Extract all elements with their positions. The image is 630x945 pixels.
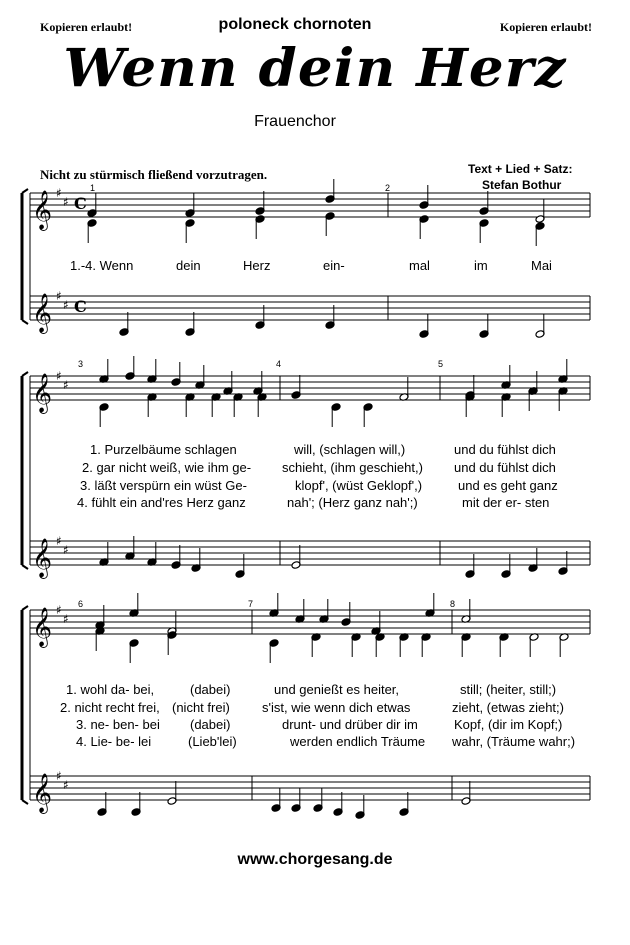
song-title: Wenn dein Herz bbox=[63, 38, 567, 99]
treble-clef: 𝄞 bbox=[32, 373, 53, 413]
song-subtitle: Frauenchor bbox=[254, 113, 336, 130]
measure-number: 3 bbox=[78, 359, 84, 369]
bracket-hook bbox=[22, 565, 28, 569]
lyric-verse4-part2: (Lieb'lei) bbox=[188, 734, 237, 749]
measure-number: 5 bbox=[438, 359, 444, 369]
lyric-syllable: im bbox=[474, 258, 488, 273]
sharp-sign: ♯ bbox=[56, 534, 62, 548]
lyric-verse2-part4: zieht, (etwas zieht;) bbox=[452, 700, 564, 715]
lyric-syllable: ein- bbox=[323, 258, 345, 273]
sharp-sign: ♯ bbox=[63, 298, 69, 312]
bracket-hook bbox=[22, 320, 28, 324]
lyric-syllable: mal bbox=[409, 258, 430, 273]
lyric-verse2-part3: und du fühlst dich bbox=[454, 460, 556, 475]
sharp-sign: ♯ bbox=[63, 543, 69, 557]
time-signature: C bbox=[74, 297, 87, 316]
lyric-verse2-part3: s'ist, wie wenn dich etwas bbox=[262, 700, 411, 715]
lyric-verse1-part1: 1. wohl da- bei, bbox=[66, 682, 155, 697]
lyric-verse3-part1: 3. ne- ben- bei bbox=[76, 717, 160, 732]
lyric-verse4-part3: werden endlich Träume bbox=[290, 734, 426, 749]
sharp-sign: ♯ bbox=[56, 369, 62, 383]
sharp-sign: ♯ bbox=[56, 186, 62, 200]
measure-number: 4 bbox=[276, 359, 282, 369]
lyric-verse3-part3: drunt- und drüber dir im bbox=[282, 717, 418, 732]
sharp-sign: ♯ bbox=[56, 769, 62, 783]
lyric-verse4-part1: 4. Lie- be- lei bbox=[76, 734, 152, 749]
treble-clef: 𝄞 bbox=[32, 538, 53, 578]
publisher-name: poloneck chornoten bbox=[218, 16, 372, 33]
sharp-sign: ♯ bbox=[56, 289, 62, 303]
copy-permission-left: Kopieren erlaubt! bbox=[40, 20, 133, 34]
measure-number: 6 bbox=[78, 599, 84, 609]
bracket-hook bbox=[22, 800, 28, 804]
lyric-verse1-part3: und du fühlst dich bbox=[454, 442, 556, 457]
lyric-syllable: Mai bbox=[531, 258, 552, 273]
credit-author: Stefan Bothur bbox=[482, 178, 562, 192]
lyric-verse4-part4: wahr, (Träume wahr;) bbox=[452, 734, 576, 749]
lyric-syllable: dein bbox=[176, 258, 201, 273]
lyric-verse3-part3: und es geht ganz bbox=[458, 478, 558, 493]
lyric-verse1-part2: (dabei) bbox=[190, 682, 231, 697]
lyric-verse1-part2: will, (schlagen will,) bbox=[294, 442, 406, 457]
lyric-verse4-part2: nah'; (Herz ganz nah';) bbox=[287, 495, 418, 510]
time-signature: C bbox=[74, 194, 87, 213]
copy-permission-right: Kopieren erlaubt! bbox=[499, 20, 592, 34]
lyric-verse2-part1: 2. gar nicht weiß, wie ihm ge- bbox=[82, 460, 252, 475]
lyric-verse3-part4: Kopf, (dir im Kopf;) bbox=[454, 717, 563, 732]
tempo-marking: Nicht zu stürmisch fließend vorzutragen. bbox=[40, 167, 268, 182]
lyric-verse1-part3: und genießt es heiter, bbox=[274, 682, 400, 697]
lyric-verse3-part1: 3. läßt verspürn ein wüst Ge- bbox=[80, 478, 247, 493]
measure-number: 1 bbox=[90, 183, 96, 193]
lyric-verse4-part1: 4. fühlt ein and'res Herz ganz bbox=[77, 495, 246, 510]
treble-clef: 𝄞 bbox=[32, 607, 53, 647]
lyric-verse1-part1: 1. Purzelbäume schlagen bbox=[90, 442, 237, 457]
measure-number: 8 bbox=[450, 599, 456, 609]
bracket-hook bbox=[22, 189, 28, 193]
lyric-verse2-part2: schieht, (ihm geschieht,) bbox=[282, 460, 423, 475]
lyric-syllable: 1.-4. Wenn bbox=[70, 258, 134, 273]
treble-clef: 𝄞 bbox=[32, 293, 53, 333]
lyric-syllable: Herz bbox=[243, 258, 271, 273]
sharp-sign: ♯ bbox=[63, 378, 69, 392]
bracket-hook bbox=[22, 372, 28, 376]
sharp-sign: ♯ bbox=[63, 195, 69, 209]
lyric-verse1-part4: still; (heiter, still;) bbox=[460, 682, 557, 697]
lyric-verse2-part2: (nicht frei) bbox=[172, 700, 230, 715]
lyric-verse3-part2: klopf', (wüst Geklopf',) bbox=[295, 478, 423, 493]
bracket-hook bbox=[22, 606, 28, 610]
lyric-verse3-part2: (dabei) bbox=[190, 717, 231, 732]
sharp-sign: ♯ bbox=[56, 603, 62, 617]
treble-clef: 𝄞 bbox=[32, 773, 53, 813]
treble-clef: 𝄞 bbox=[32, 190, 53, 230]
credit-label: Text + Lied + Satz: bbox=[468, 162, 573, 176]
lyric-verse2-part1: 2. nicht recht frei, bbox=[60, 700, 160, 715]
measure-number: 2 bbox=[385, 183, 391, 193]
website-url[interactable]: www.chorgesang.de bbox=[237, 851, 393, 868]
lyric-verse4-part3: mit der er- sten bbox=[462, 495, 550, 510]
sharp-sign: ♯ bbox=[63, 778, 69, 792]
sharp-sign: ♯ bbox=[63, 612, 69, 626]
measure-number: 7 bbox=[248, 599, 254, 609]
